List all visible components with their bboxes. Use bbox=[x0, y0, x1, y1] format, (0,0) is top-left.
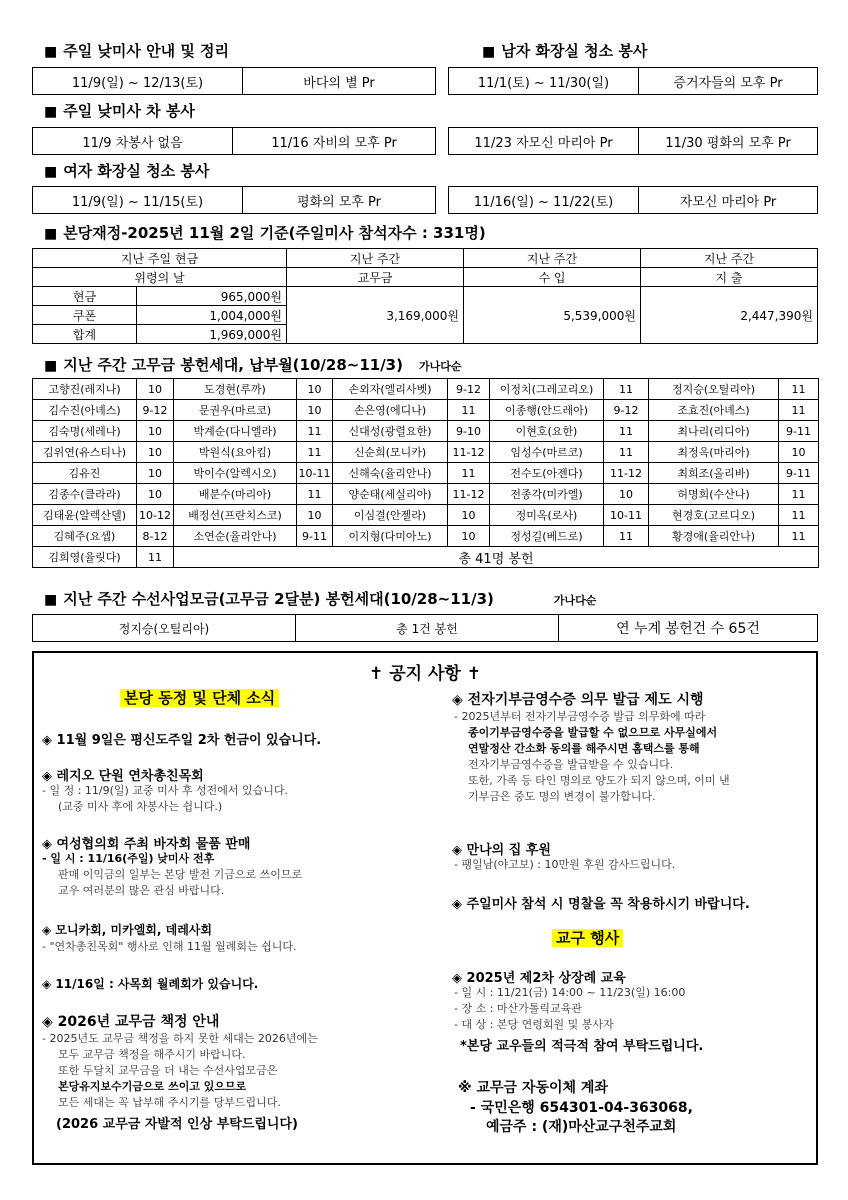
tea-service-box-left bbox=[32, 127, 436, 155]
donor-name: 김종수(클라라) bbox=[33, 484, 137, 505]
donors-heading: ■ 지난 주간 고무금 봉헌세대, 납부월(10/28~11/3) 가나다순 bbox=[44, 356, 462, 374]
notice-item: *본당 교우들의 적극적 참여 부탁드립니다. bbox=[460, 1039, 704, 1054]
donors-body bbox=[33, 379, 819, 547]
donor-name: 박원식(요아킴) bbox=[174, 442, 297, 463]
notice-detail: 판매 이익금의 일부는 본당 발전 기금으로 쓰이므로 bbox=[58, 868, 303, 881]
donor-name: 소연순(율리안나) bbox=[174, 526, 297, 547]
donor-name: 조효진(아녜스) bbox=[649, 400, 779, 421]
finance-table bbox=[32, 248, 818, 344]
donor-name: 전수도(아젠다) bbox=[490, 463, 604, 484]
table-row bbox=[33, 421, 819, 442]
notice-right-head-text: 교구 행사 bbox=[552, 929, 623, 947]
donor-name: 신해숙(율리안나) bbox=[333, 463, 448, 484]
notice-item: ◈ 여성협의회 주최 바자회 물품 판매 bbox=[42, 837, 251, 852]
finance-header-week: 지난 주일 현금 bbox=[33, 249, 287, 268]
table-row bbox=[33, 463, 819, 484]
notice-detail: 모든 세대는 꼭 납부해 주시기를 당부드립니다. bbox=[58, 1096, 281, 1109]
finance-row-value: 1,004,000원 bbox=[137, 306, 287, 325]
donor-month: 11 bbox=[297, 421, 333, 442]
donor-name: 김숙명(세레나) bbox=[33, 421, 137, 442]
notice-item: (2026 교무금 자발적 인상 부탁드립니다) bbox=[56, 1117, 298, 1132]
tea-service-heading: ■ 주일 낮미사 차 봉사 bbox=[44, 102, 195, 120]
notice-item: ◈ 2026년 교무금 책정 안내 bbox=[42, 1014, 220, 1030]
tea-service-item: 11/9 차봉사 없음 bbox=[33, 128, 233, 154]
notice-left-head-text: 본당 동정 및 단체 소식 bbox=[120, 689, 279, 707]
mission-count: 총 1건 봉헌 bbox=[296, 615, 559, 641]
notice-detail: - "연차총친목회" 행사로 인해 11월 월례회는 쉽니다. bbox=[42, 940, 297, 953]
notice-item: ◈ 주일미사 참석 시 명찰을 꼭 착용하시기 바랍니다. bbox=[452, 897, 750, 912]
mass-guide-team: 바다의 별 Pr bbox=[303, 75, 375, 91]
tea-service-box-right bbox=[448, 127, 818, 155]
notice-detail: 종이기부금영수증을 발급할 수 없으므로 사무실에서 bbox=[468, 726, 718, 739]
donor-month: 10 bbox=[137, 442, 174, 463]
notice-item: ◈ 11/16일 : 사목회 월례회가 있습니다. bbox=[42, 977, 259, 991]
donor-month: 11 bbox=[448, 400, 490, 421]
donor-month: 10 bbox=[448, 526, 490, 547]
donor-month: 11 bbox=[448, 463, 490, 484]
notice-detail: - 장 소 : 마산가톨릭교육관 bbox=[454, 1002, 582, 1015]
notice-title: ✝ 공지 사항 ✝ bbox=[369, 664, 481, 684]
mass-guide-title: 주일 낮미사 안내 및 정리 bbox=[63, 42, 230, 60]
notice-detail: - 일 시 : 11/16(주일) 낮미사 전후 bbox=[42, 852, 215, 865]
men-restroom-heading: ■ 남자 화장실 청소 봉사 bbox=[482, 42, 648, 60]
notice-detail: (교중 미사 후에 차봉사는 쉽니다.) bbox=[58, 800, 223, 813]
notice-detail: - 팽일남(야고보) : 10만원 후원 감사드립니다. bbox=[454, 858, 676, 871]
donor-month: 10 bbox=[297, 400, 333, 421]
finance-header-expense: 지난 주간 bbox=[641, 249, 818, 268]
donor-name: 최정옥(마리아) bbox=[649, 442, 779, 463]
donor-name: 황경애(율리안나) bbox=[649, 526, 779, 547]
donor-month: 8-12 bbox=[137, 526, 174, 547]
donor-name: 이현호(요한) bbox=[490, 421, 604, 442]
finance-heading: ■ 본당재정-2025년 11월 2일 기준(주일미사 참석자수 : 331명) bbox=[44, 224, 486, 242]
donor-month: 10 bbox=[137, 463, 174, 484]
tea-service-title: 주일 낮미사 차 봉사 bbox=[63, 102, 195, 120]
table-row bbox=[33, 484, 819, 505]
notice-detail: - 일 시 : 11/21(금) 14:00 ~ 11/23(일) 16:00 bbox=[454, 986, 686, 999]
finance-header-expense2: 지 출 bbox=[641, 268, 818, 287]
donor-name: 도경현(루까) bbox=[174, 379, 297, 400]
donor-month: 11 bbox=[137, 547, 174, 568]
women-restroom-team: 평화의 모후 Pr bbox=[296, 194, 381, 210]
donor-name: 손외자(엘리사벳) bbox=[333, 379, 448, 400]
donors-order: 가나다순 bbox=[418, 360, 462, 373]
donors-title: 지난 주간 고무금 봉헌세대, 납부월(10/28~11/3) bbox=[63, 356, 403, 374]
donor-month: 11-12 bbox=[448, 442, 490, 463]
donor-month: 11 bbox=[604, 379, 649, 400]
table-row bbox=[33, 526, 819, 547]
donor-month: 11 bbox=[604, 421, 649, 442]
donor-month: 11 bbox=[779, 379, 819, 400]
donor-name: 정지승(오틸리아) bbox=[649, 379, 779, 400]
table-row bbox=[33, 400, 819, 421]
donor-name: 박계순(다니엘라) bbox=[174, 421, 297, 442]
notice-item: ◈ 11월 9일은 평신도주일 2차 헌금이 있습니다. bbox=[42, 733, 322, 748]
notice-detail: - 2025년부터 전자기부금영수증 발급 의무화에 따라 bbox=[454, 710, 706, 723]
donor-name: 김위연(유스티나) bbox=[33, 442, 137, 463]
donor-name: 최희조(올리바) bbox=[649, 463, 779, 484]
notice-item: ◈ 전자기부금영수증 의무 발급 제도 시행 bbox=[452, 692, 704, 708]
mass-guide-heading: ■ 주일 낮미사 안내 및 정리 bbox=[44, 42, 230, 60]
donor-name: 김희영(율릿다) bbox=[33, 547, 137, 568]
tea-service-item: 11/16 자비의 모후 Pr bbox=[271, 135, 397, 151]
table-row bbox=[33, 505, 819, 526]
donor-month: 9-10 bbox=[448, 421, 490, 442]
donor-month: 10 bbox=[137, 484, 174, 505]
women-restroom-period: 11/16(일) ~ 11/22(토) bbox=[449, 187, 639, 213]
mission-order: 가나다순 bbox=[553, 594, 597, 607]
donor-month: 10 bbox=[137, 379, 174, 400]
donor-name: 김혜주(요셉) bbox=[33, 526, 137, 547]
donor-month: 11 bbox=[297, 442, 333, 463]
mass-guide-period: 11/9(일) ~ 12/13(토) bbox=[33, 68, 243, 94]
mission-name: 정지승(오틸리아) bbox=[33, 615, 296, 641]
notice-item: 예금주 : (재)마산교구천주교회 bbox=[486, 1119, 677, 1135]
donor-month: 10-12 bbox=[137, 505, 174, 526]
notice-detail: 또한 두달치 교무금을 더 내는 수선사업모금은 bbox=[58, 1064, 278, 1077]
donor-name: 박이수(알렉시오) bbox=[174, 463, 297, 484]
donor-month: 9-12 bbox=[604, 400, 649, 421]
donor-month: 11 bbox=[604, 526, 649, 547]
mission-box bbox=[32, 614, 818, 642]
notice-item: ◈ 모니카회, 미카엘회, 데레사회 bbox=[42, 923, 212, 937]
men-restroom-title: 남자 화장실 청소 봉사 bbox=[501, 42, 648, 60]
finance-dues-value: 3,169,000원 bbox=[287, 287, 464, 344]
donor-month: 11 bbox=[779, 484, 819, 505]
notice-detail: - 일 정 : 11/9(일) 교중 미사 후 성전에서 있습니다. bbox=[42, 784, 288, 797]
donor-name: 문권우(마르코) bbox=[174, 400, 297, 421]
donor-name: 임성수(마르코) bbox=[490, 442, 604, 463]
donor-name: 이심결(안젤라) bbox=[333, 505, 448, 526]
donor-month: 9-11 bbox=[779, 463, 819, 484]
donor-name: 정성길(베드로) bbox=[490, 526, 604, 547]
notice-item: ※ 교무금 자동이체 계좌 bbox=[458, 1080, 608, 1096]
mission-heading: ■ 지난 주간 수선사업모금(고무금 2달분) 봉헌세대(10/28~11/3) 가나다순 bbox=[44, 590, 597, 608]
donor-month: 10 bbox=[779, 442, 819, 463]
women-restroom-team: 자모신 마리아 Pr bbox=[679, 194, 777, 210]
finance-header-sunday: 위령의 날 bbox=[33, 268, 287, 287]
notice-left-head bbox=[120, 687, 279, 708]
men-restroom-period: 11/1(토) ~ 11/30(일) bbox=[449, 68, 639, 94]
notice-item: ◈ 만나의 집 후원 bbox=[452, 843, 551, 858]
notice-detail: 연말정산 간소화 동의를 해주시면 홈택스를 통해 bbox=[468, 742, 700, 755]
donor-name: 신대성(광렬요한) bbox=[333, 421, 448, 442]
donor-month: 11 bbox=[604, 442, 649, 463]
donor-month: 9-12 bbox=[137, 400, 174, 421]
notice-detail: - 2025년도 교무금 책정을 하지 못한 세대는 2026년에는 bbox=[42, 1032, 318, 1045]
donor-name: 김유진 bbox=[33, 463, 137, 484]
women-restroom-box-right bbox=[448, 186, 818, 214]
finance-row-value: 1,969,000원 bbox=[137, 325, 287, 344]
donor-name: 이지형(다미아노) bbox=[333, 526, 448, 547]
donor-name: 신순희(모니카) bbox=[333, 442, 448, 463]
donor-name: 손은영(에디나) bbox=[333, 400, 448, 421]
donor-name: 배정선(프란치스코) bbox=[174, 505, 297, 526]
donor-month: 10 bbox=[137, 421, 174, 442]
donor-name: 이종행(안드레아) bbox=[490, 400, 604, 421]
donor-month: 10-11 bbox=[604, 505, 649, 526]
donor-name: 배분수(마리아) bbox=[174, 484, 297, 505]
notice-detail: 기부금은 중도 명의 변경이 불가합니다. bbox=[468, 790, 656, 803]
table-row bbox=[33, 442, 819, 463]
donor-month: 11-12 bbox=[604, 463, 649, 484]
mass-guide-box bbox=[32, 67, 436, 95]
donor-name: 현경호(고르디오) bbox=[649, 505, 779, 526]
donor-month: 11 bbox=[297, 484, 333, 505]
notice-detail: 전자기부금영수증을 발급받을 수 있습니다. bbox=[468, 758, 674, 771]
donor-name: 허명희(수산나) bbox=[649, 484, 779, 505]
finance-expense-value: 2,447,390원 bbox=[641, 287, 818, 344]
donor-month: 9-11 bbox=[297, 526, 333, 547]
donor-month: 10 bbox=[297, 505, 333, 526]
donor-month: 9-12 bbox=[448, 379, 490, 400]
donors-table bbox=[32, 378, 819, 568]
donor-month: 11 bbox=[779, 526, 819, 547]
notice-item: ◈ 레지오 단원 연차총친목회 bbox=[42, 769, 204, 784]
table-row bbox=[33, 379, 819, 400]
donor-month: 10 bbox=[297, 379, 333, 400]
finance-title: 본당재정-2025년 11월 2일 기준(주일미사 참석자수 : 331명) bbox=[63, 224, 486, 242]
donor-name: 김태윤(알렉산델) bbox=[33, 505, 137, 526]
notice-detail: 모두 교무금 책정을 해주시기 바랍니다. bbox=[58, 1048, 246, 1061]
donor-name: 양순태(세실리아) bbox=[333, 484, 448, 505]
finance-row-label: 쿠폰 bbox=[33, 306, 137, 325]
tea-service-item: 11/23 자모신 마리아 Pr bbox=[449, 128, 639, 154]
donor-month: 11-12 bbox=[448, 484, 490, 505]
finance-row-label: 합계 bbox=[33, 325, 137, 344]
donor-name: 고향진(레지나) bbox=[33, 379, 137, 400]
finance-income-value: 5,539,000원 bbox=[464, 287, 641, 344]
finance-row-label: 현금 bbox=[33, 287, 137, 306]
finance-header-dues2: 교무금 bbox=[287, 268, 464, 287]
women-restroom-period: 11/9(일) ~ 11/15(토) bbox=[33, 187, 243, 213]
donor-name: 이정치(그레고리오) bbox=[490, 379, 604, 400]
men-restroom-team: 증거자들의 모후 Pr bbox=[673, 75, 783, 91]
donor-month: 10-11 bbox=[297, 463, 333, 484]
donor-name: 정미옥(로사) bbox=[490, 505, 604, 526]
notice-detail: - 대 상 : 본당 연령회원 및 봉사자 bbox=[454, 1018, 614, 1031]
women-restroom-heading: ■ 여자 화장실 청소 봉사 bbox=[44, 162, 210, 180]
donor-name: 최나리(리디아) bbox=[649, 421, 779, 442]
finance-header-dues: 지난 주간 bbox=[287, 249, 464, 268]
women-restroom-title: 여자 화장실 청소 봉사 bbox=[63, 162, 210, 180]
notice-item: - 국민은행 654301-04-363068, bbox=[470, 1100, 693, 1116]
notice-detail: 또한, 가족 등 타인 명의로 양도가 되지 않으며, 이미 낸 bbox=[468, 774, 730, 787]
finance-header-income2: 수 입 bbox=[464, 268, 641, 287]
donor-month: 10 bbox=[448, 505, 490, 526]
donors-total: 총 41명 봉헌 bbox=[174, 547, 819, 568]
donor-month: 10 bbox=[604, 484, 649, 505]
donor-month: 9-11 bbox=[779, 421, 819, 442]
donor-name: 전종각(미카엘) bbox=[490, 484, 604, 505]
finance-row-value: 965,000원 bbox=[137, 287, 287, 306]
notice-detail: 교우 여러분의 많은 관심 바랍니다. bbox=[58, 884, 225, 897]
finance-header-income: 지난 주간 bbox=[464, 249, 641, 268]
mission-title: 지난 주간 수선사업모금(고무금 2달분) 봉헌세대(10/28~11/3) bbox=[63, 590, 494, 608]
notice-item: ◈ 2025년 제2차 상장례 교육 bbox=[452, 971, 626, 986]
men-restroom-box bbox=[448, 67, 818, 95]
donor-name: 김수진(아녜스) bbox=[33, 400, 137, 421]
notice-detail: 본당유지보수기금으로 쓰이고 있으므로 bbox=[58, 1080, 247, 1093]
mission-yearly: 연 누계 봉헌건 수 65건 bbox=[616, 621, 760, 637]
tea-service-item: 11/30 평화의 모후 Pr bbox=[665, 135, 791, 151]
women-restroom-box-left bbox=[32, 186, 436, 214]
donor-month: 11 bbox=[779, 400, 819, 421]
notice-right-head bbox=[552, 927, 623, 948]
notice-box bbox=[32, 651, 818, 1165]
donor-month: 11 bbox=[779, 505, 819, 526]
